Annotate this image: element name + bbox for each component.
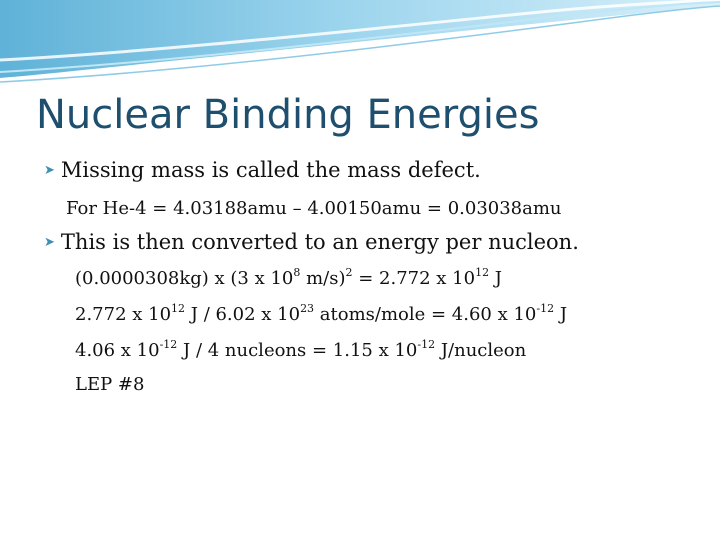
bullet-text: This is then converted to an energy per nucleon. bbox=[60, 230, 579, 254]
arrow-bullet-icon: ➤ bbox=[44, 235, 55, 250]
bullet-energy-conversion bbox=[44, 230, 579, 254]
lep-reference: LEP #8 bbox=[75, 374, 145, 395]
he4-calculation: For He-4 = 4.03188amu – 4.00150amu = 0.03038amu bbox=[66, 198, 562, 219]
per-atom-equation-line: 2.772 x $10^{12}$ J / 6.02 x $10^{23}$ atoms/mole = 4.60 x $10^{-12}$ J bbox=[75, 302, 568, 325]
header-wave-decoration bbox=[0, 0, 720, 90]
per-nucleon-equation-line: 4.06 x $10^{-12}$ J / 4 nucleons = 1.15 x $10^{-12}$ J/nucleon bbox=[75, 338, 527, 361]
bullet-mass-defect bbox=[44, 158, 481, 182]
slide-title: Nuclear Binding Energies bbox=[36, 92, 540, 138]
arrow-bullet-icon: ➤ bbox=[44, 163, 55, 178]
energy-equation-line: (0.0000308kg) x (3 x $10^8$ m/s)$^2$ = 2.772 x $10^{12}$ J bbox=[75, 266, 503, 289]
bullet-text: Missing mass is called the mass defect. bbox=[60, 158, 481, 182]
